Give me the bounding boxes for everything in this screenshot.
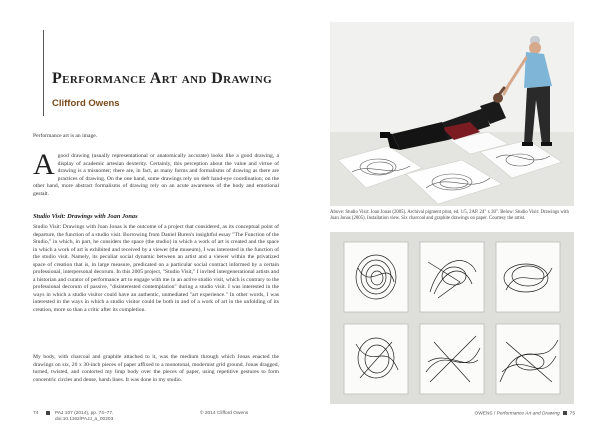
- left-page-number: 74: [33, 411, 39, 416]
- copyright-line: © 2014 Clifford Owens: [200, 411, 249, 416]
- performance-photo: [330, 22, 574, 206]
- running-head-author: OWENS: [474, 411, 493, 417]
- article-title: Performance Art and Drawing: [52, 70, 273, 87]
- citation-line-1: PAJ 107 (2014), pp. 74–77.: [55, 411, 114, 416]
- installation-photo: [330, 232, 574, 404]
- paragraph-intro-text: good drawing (usually representational or anatomically accurate) looks like a good drawing, a display of academic artesian dexterity. Certainly, this perception about the value and virtue of drawing is a misnomer; there are, in fact, as many forms and formalisms of drawing as there are practices of drawing. On the one hand, some drawings rely on deft hand-eye coordination; on the other hand, more abstract formalisms of drawing rely on an acute awareness of the body and emotional gestalt.: [33, 153, 279, 197]
- paragraph-intro: [33, 148, 279, 198]
- running-head-separator: /: [493, 411, 496, 417]
- section-heading: Studio Visit: Drawings with Joan Jonas: [33, 213, 138, 220]
- footer-square-icon: [563, 411, 567, 415]
- footer-square-icon: [46, 411, 50, 415]
- title-rule: [43, 30, 44, 116]
- citation: [55, 411, 165, 423]
- photo-caption: Above: Studio Visit: Joan Jonas (2005). Archival pigment print, ed. 1/5, 2AP. 24" x 30". Below: Studio Visit: Drawings with Joan Jonas (2005). Installation view. Six charcoal and graphite drawings on paper. Courtesy the artist.: [330, 210, 569, 222]
- right-page-footer: [420, 411, 575, 416]
- epigraph: Performance art is an image.: [33, 133, 98, 139]
- running-head-title: Performance Art and Drawing: [496, 411, 560, 417]
- drop-cap: A: [33, 148, 55, 181]
- citation-doi: doi:10.1162/PAJJ_a_00203: [55, 416, 114, 422]
- author-name: Clifford Owens: [52, 98, 120, 109]
- right-page: [300, 0, 600, 444]
- paragraph-studio-visit: Studio Visit: Drawings with Joan Jonas is the outcome of a project that considered, as its conceptual point of departure, the function of a studio visit. Borrowing from Daniel Buren's insightful essay "The Function of the Studio," in which, in part, he considers the space (the studio) in which a work of art is created and the space in which a work of art is exhibited and received by a viewer (the museum), I was interested in the function of the studio visit. Namely, its peculiar social dynamic between an artist and a viewer within the privatized space of creation that is, in large measure, predicated on a particular social contract informed by a certain professional, interpersonal decorum. In this 2005 project, "Studio Visit," I invited intergenerational artists and a historian and curator of performance art to engage with me in an active studio visit, which is contrary to the professional decorum of passive, "disinterested contemplation" during a studio visit. I was interested in the ways in which a studio visitor could have an authentic, unmediated "art experience." In other words, I was interested in the ways in which a studio visitor could be both in and of a work of art in the unfolding of its creation, more so than a critic after its completion.: [33, 224, 279, 313]
- right-page-number: 75: [569, 411, 575, 417]
- paragraph-body-medium: My body, with charcoal and graphite attached to it, was the medium through which Jonas enacted the drawings on six, 20 x 30-inch pieces of paper affixed to a monotonal, modernist grid ground. Jonas dragged, turned, twisted, and contorted my limp body over the pieces of paper, using repetitive gestures to form concentric circles and dense, harsh lines. It was done in my studio.: [33, 354, 279, 383]
